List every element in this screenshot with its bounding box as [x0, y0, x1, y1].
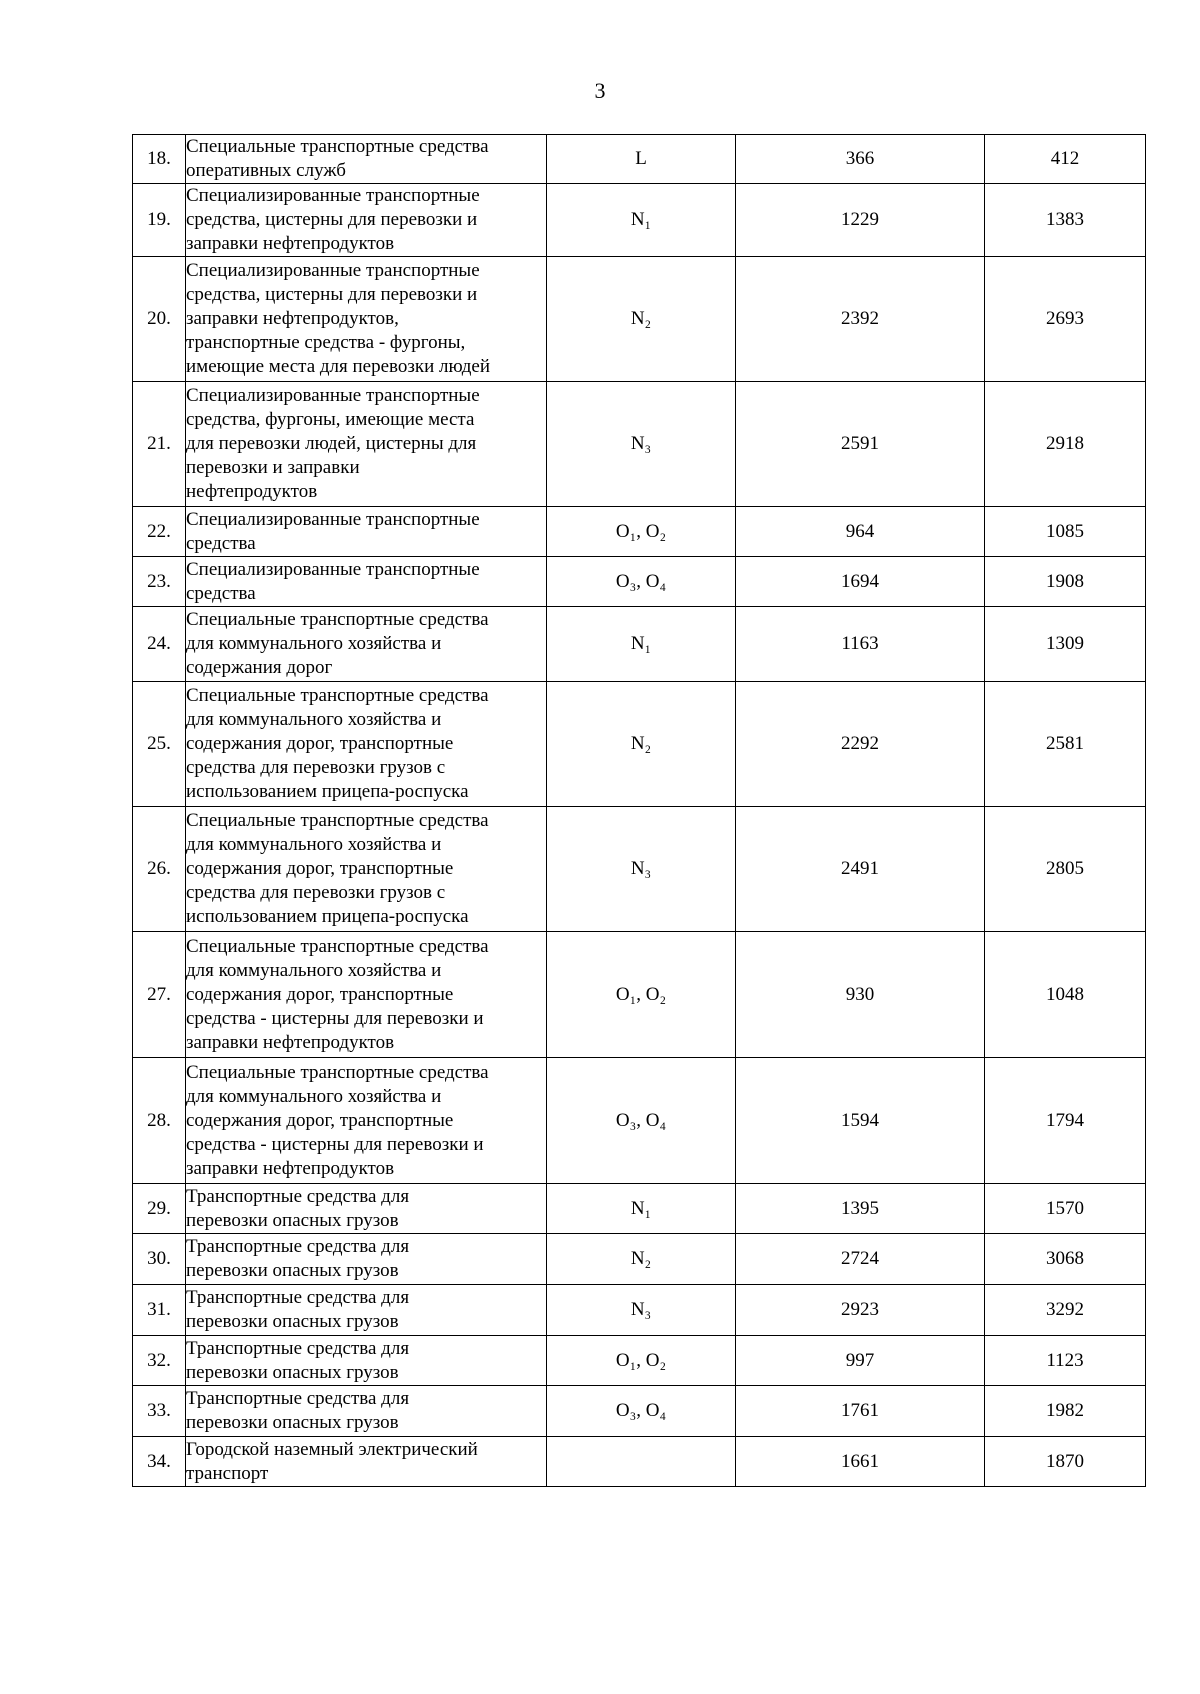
table-row — [133, 1386, 1146, 1437]
table-row — [133, 1336, 1146, 1386]
table-row — [133, 557, 1146, 607]
vehicle-type: Специализированные транспортные средства, цистерны для перевозки и заправки нефтепродуктов — [186, 184, 547, 257]
table-row — [133, 932, 1146, 1058]
rate-value-1: 1761 — [736, 1386, 985, 1437]
vehicle-type: Городской наземный электрический транспорт — [186, 1437, 547, 1487]
table-row — [133, 1437, 1146, 1487]
vehicle-type: Специализированные транспортные средства — [186, 557, 547, 607]
rate-value-2: 1908 — [985, 557, 1146, 607]
rate-value-1: 1661 — [736, 1437, 985, 1487]
rate-value-2: 1570 — [985, 1184, 1146, 1234]
vehicle-category: N₃ — [547, 807, 736, 932]
rate-value-1: 1163 — [736, 607, 985, 682]
rate-value-2: 2805 — [985, 807, 1146, 932]
rate-value-2: 1383 — [985, 184, 1146, 257]
table-row — [133, 807, 1146, 932]
vehicle-type: Транспортные средства для перевозки опасных грузов — [186, 1184, 547, 1234]
row-number: 33. — [133, 1386, 186, 1437]
rate-value-1: 2491 — [736, 807, 985, 932]
rate-value-1: 2724 — [736, 1234, 985, 1285]
rate-value-2: 412 — [985, 135, 1146, 184]
vehicle-type: Специальные транспортные средства для коммунального хозяйства и содержания дорог, транспортные средства - цистерны для перевозки и заправки нефтепродуктов — [186, 1058, 547, 1184]
vehicle-category: O₁, O₂ — [547, 507, 736, 557]
rate-value-2: 3068 — [985, 1234, 1146, 1285]
rate-value-2: 1794 — [985, 1058, 1146, 1184]
rate-value-1: 930 — [736, 932, 985, 1058]
rate-value-1: 964 — [736, 507, 985, 557]
row-number: 21. — [133, 382, 186, 507]
row-number: 23. — [133, 557, 186, 607]
table-row — [133, 382, 1146, 507]
vehicle-type: Специальные транспортные средства для коммунального хозяйства и содержания дорог — [186, 607, 547, 682]
table-row — [133, 682, 1146, 807]
vehicle-category: O₁, O₂ — [547, 1336, 736, 1386]
rate-value-2: 1123 — [985, 1336, 1146, 1386]
rate-value-1: 2923 — [736, 1285, 985, 1336]
row-number: 18. — [133, 135, 186, 184]
table-body — [133, 135, 1146, 1487]
vehicle-category: N₂ — [547, 682, 736, 807]
vehicle-category: N₁ — [547, 607, 736, 682]
vehicle-type: Специализированные транспортные средства — [186, 507, 547, 557]
table-row — [133, 1058, 1146, 1184]
vehicle-type: Транспортные средства для перевозки опасных грузов — [186, 1386, 547, 1437]
rate-value-1: 1594 — [736, 1058, 985, 1184]
vehicle-type: Специальные транспортные средства оперативных служб — [186, 135, 547, 184]
table-row — [133, 607, 1146, 682]
row-number: 28. — [133, 1058, 186, 1184]
rate-value-2: 1982 — [985, 1386, 1146, 1437]
rates-table — [132, 134, 1146, 1487]
row-number: 25. — [133, 682, 186, 807]
rate-value-1: 2392 — [736, 257, 985, 382]
rate-value-1: 997 — [736, 1336, 985, 1386]
rate-value-2: 1309 — [985, 607, 1146, 682]
row-number: 26. — [133, 807, 186, 932]
row-number: 34. — [133, 1437, 186, 1487]
rate-value-2: 1085 — [985, 507, 1146, 557]
vehicle-category — [547, 1437, 736, 1487]
table-row — [133, 135, 1146, 184]
table-row — [133, 1234, 1146, 1285]
vehicle-category: O₃, O₄ — [547, 557, 736, 607]
rate-value-1: 1395 — [736, 1184, 985, 1234]
row-number: 29. — [133, 1184, 186, 1234]
vehicle-type: Специализированные транспортные средства, фургоны, имеющие места для перевозки людей, цистерны для перевозки и заправки нефтепродуктов — [186, 382, 547, 507]
table-row — [133, 257, 1146, 382]
vehicle-type: Транспортные средства для перевозки опасных грузов — [186, 1234, 547, 1285]
rate-value-2: 1870 — [985, 1437, 1146, 1487]
table-row — [133, 1285, 1146, 1336]
rate-value-2: 3292 — [985, 1285, 1146, 1336]
table-row — [133, 507, 1146, 557]
vehicle-category: O₁, O₂ — [547, 932, 736, 1058]
rate-value-1: 366 — [736, 135, 985, 184]
vehicle-type: Специальные транспортные средства для коммунального хозяйства и содержания дорог, транспортные средства - цистерны для перевозки и заправки нефтепродуктов — [186, 932, 547, 1058]
row-number: 24. — [133, 607, 186, 682]
row-number: 30. — [133, 1234, 186, 1285]
row-number: 32. — [133, 1336, 186, 1386]
vehicle-type: Транспортные средства для перевозки опасных грузов — [186, 1336, 547, 1386]
vehicle-category: N₁ — [547, 1184, 736, 1234]
row-number: 20. — [133, 257, 186, 382]
vehicle-category: N₃ — [547, 382, 736, 507]
rate-value-1: 2591 — [736, 382, 985, 507]
rate-value-2: 2581 — [985, 682, 1146, 807]
vehicle-category: L — [547, 135, 736, 184]
table-row — [133, 184, 1146, 257]
vehicle-type: Транспортные средства для перевозки опасных грузов — [186, 1285, 547, 1336]
vehicle-category: N₁ — [547, 184, 736, 257]
vehicle-type: Специальные транспортные средства для коммунального хозяйства и содержания дорог, транспортные средства для перевозки грузов с использованием прицепа-роспуска — [186, 682, 547, 807]
rate-value-2: 2918 — [985, 382, 1146, 507]
vehicle-category: N₂ — [547, 257, 736, 382]
rate-value-1: 2292 — [736, 682, 985, 807]
vehicle-category: O₃, O₄ — [547, 1386, 736, 1437]
vehicle-category: N₃ — [547, 1285, 736, 1336]
rate-value-2: 2693 — [985, 257, 1146, 382]
rate-value-1: 1229 — [736, 184, 985, 257]
row-number: 19. — [133, 184, 186, 257]
vehicle-type: Специализированные транспортные средства, цистерны для перевозки и заправки нефтепродуктов, транспортные средства - фургоны, имеющие места для перевозки людей — [186, 257, 547, 382]
page-number: 3 — [594, 78, 606, 103]
row-number: 22. — [133, 507, 186, 557]
rate-value-2: 1048 — [985, 932, 1146, 1058]
vehicle-category: O₃, O₄ — [547, 1058, 736, 1184]
table-row — [133, 1184, 1146, 1234]
row-number: 31. — [133, 1285, 186, 1336]
vehicle-category: N₂ — [547, 1234, 736, 1285]
row-number: 27. — [133, 932, 186, 1058]
vehicle-type: Специальные транспортные средства для коммунального хозяйства и содержания дорог, транспортные средства для перевозки грузов с использованием прицепа-роспуска — [186, 807, 547, 932]
rate-value-1: 1694 — [736, 557, 985, 607]
